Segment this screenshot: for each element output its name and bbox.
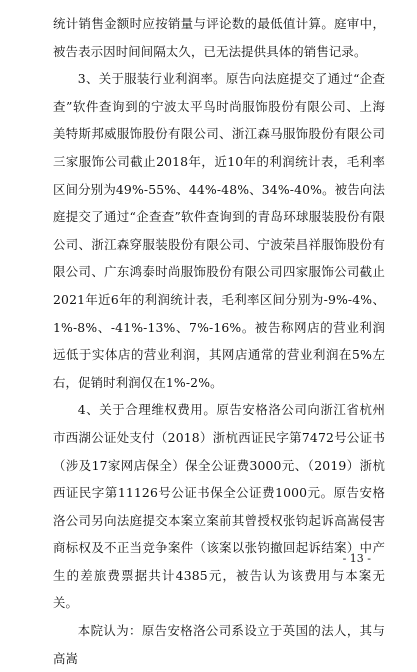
paragraph-continuation: 统计销售金额时应按销量与评论数的最低值计算。庭审中，被告表示因时间间隔太久，已无法提供具体的销售记录。 bbox=[53, 16, 385, 59]
paragraph-court-opinion: 本院认为：原告安格洛公司系设立于英国的法人，其与高嵩 bbox=[53, 623, 385, 666]
document-body bbox=[53, 10, 385, 672]
paragraph-rights-protection-fees: 4、关于合理维权费用。原告安格洛公司向浙江省杭州市西湖公证处支付（2018）浙杭西证民字第7472号公证书（涉及17家网店保全）保全公证费3000元、（2019）浙杭西证民字第11126号公证书保全公证费1000元。原告安格洛公司另向法庭提交本案立案前其曾授权张钧起诉高嵩侵害商标权及不正当竞争案件（该案以张钧撤回起诉结案）中产生的差旅费票据共计4385元，被告认为该费用与本案无关。 bbox=[53, 402, 385, 611]
page-number: - 13 - bbox=[342, 552, 371, 565]
paragraph-profit-margin: 3、关于服装行业利润率。原告向法庭提交了通过“企查查”软件查询到的宁波太平鸟时尚服饰股份有限公司、上海美特斯邦威服饰股份有限公司、浙江森马服饰股份有限公司三家服饰公司截止2018年，近10年的利润统计表，毛利率区间分别为49%-55%、44%-48%、34%-40%。被告向法庭提交了通过“企查查”软件查询到的青岛环球服装股份有限公司、浙江森穿服装股份有限公司、宁波荣昌祥服饰股份有限公司、广东鸿泰时尚服饰股份有限公司四家服饰公司截止2021年近6年的利润统计表，毛利率区间分别为-9%-4%、1%-8%、-41%-13%、7%-16%。被告称网店的营业利润远低于实体店的营业利润，其网店通常的营业利润在5%左右，促销时利润仅在1%-2%。 bbox=[53, 71, 385, 390]
